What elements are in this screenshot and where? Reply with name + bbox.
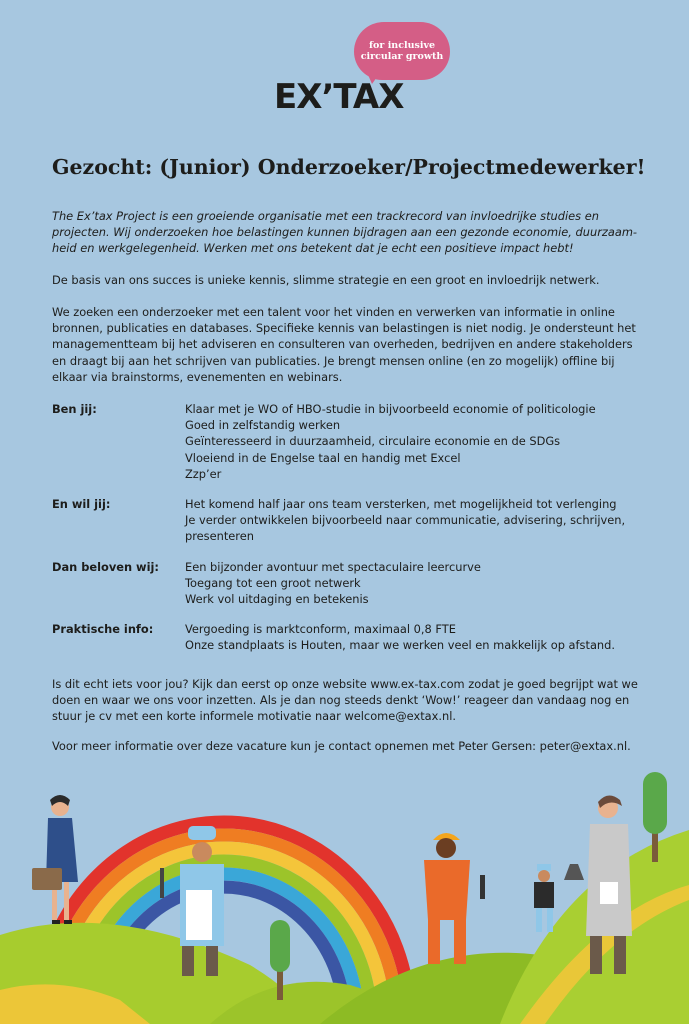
section-ben-jij: [52, 401, 652, 482]
list-item: Toegang tot een groot netwerk: [185, 575, 361, 590]
success-paragraph: De basis van ons succes is unieke kennis, slimme strategie en een groot en invloedrijk netwerk.: [52, 273, 600, 287]
logo-wordmark: EX’TAX: [274, 77, 404, 117]
tagline-bubble: for inclusive circular growth: [354, 22, 450, 80]
list-item: Je verder ontwikkelen bijvoorbeeld naar communicatie, advisering, schrijven,: [185, 513, 626, 528]
list-item: Het komend half jaar ons team versterken, met mogelijkheid tot verlenging: [185, 497, 617, 512]
section-label: En wil jij:: [52, 497, 111, 512]
section-dan-beloven-wij: [52, 559, 652, 608]
list-item: Werk vol uitdaging en betekenis: [185, 592, 369, 607]
apply-paragraph: Is dit echt iets voor jou? Kijk dan eerst op onze website www.ex-tax.com zodat je goed begrijpt wat we doen en waar we ons voor inzetten. Als je dan nog steeds denkt ‘Wow!’ reageer dan vandaag nog en stuur je cv met een korte informele motivatie naar welcome@extax.nl.: [52, 677, 638, 724]
section-label: Praktische info:: [52, 622, 154, 637]
list-item: Zzp’er: [185, 466, 222, 481]
list-item: presenteren: [185, 529, 254, 544]
section-label: Dan beloven wij:: [52, 559, 159, 574]
extax-logo: [274, 22, 454, 122]
list-item: Onze standplaats is Houten, maar we werken veel en makkelijk op afstand.: [185, 638, 615, 653]
list-item: Een bijzonder avontuur met spectaculaire leercurve: [185, 559, 481, 574]
section-praktische-info: [52, 621, 652, 653]
contact-paragraph: Voor meer informatie over deze vacature kun je contact opnemen met Peter Gersen: peter@extax.nl.: [52, 739, 631, 753]
construction-worker-icon: [424, 833, 485, 964]
intro-paragraph: The Ex’tax Project is een groeiende organisatie met een trackrecord van invloedrijke studies en projecten. Wij onderzoeken hoe belastingen kunnen bijdragen aan een gezonde economie, duurzaamheid en werkgelegenheid. Werken met ons betekent dat je echt een positieve impact hebt!: [52, 209, 638, 256]
list-item: Klaar met je WO of HBO-studie in bijvoorbeeld economie of politicologie: [185, 402, 596, 416]
section-en-wil-jij: [52, 496, 652, 545]
rainbow-illustration: [0, 760, 689, 1024]
page-title: Gezocht: (Junior) Onderzoeker/Projectmedewerker!: [52, 155, 646, 179]
list-item: Vergoeding is marktconform, maximaal 0,8 FTE: [185, 622, 456, 637]
list-item: Geïnteresseerd in duurzaamheid, circulaire economie en de SDGs: [185, 434, 561, 449]
role-paragraph: We zoeken een onderzoeker met een talent voor het vinden en verwerken van informatie in online bronnen, publicaties en databases. Specifieke kennis van belastingen is niet nodig. Je ondersteunt het managementteam bij het adviseren en consulteren van overheden, bedrijven en andere stakeholders en draagt bij aan het schrijven van publicaties. Je brengt mensen online (en zo mogelijk) offline bij elkaar via brainstorms, evenementen en webinars.: [52, 305, 636, 384]
requirements-list: [52, 401, 652, 668]
section-label: Ben jij:: [52, 402, 97, 416]
child-icon: [534, 864, 554, 932]
list-item: Vloeiend in de Engelse taal en handig met Excel: [185, 450, 461, 465]
list-item: Goed in zelfstandig werken: [185, 418, 341, 433]
